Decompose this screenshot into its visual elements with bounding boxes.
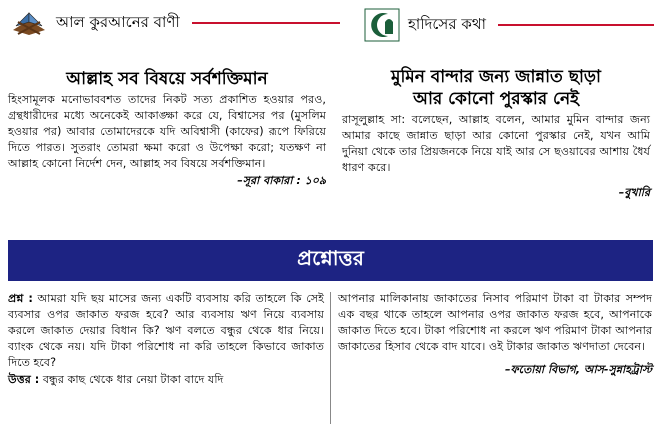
question-label: প্রশ্ন :: [8, 292, 33, 305]
quran-section-rule: [192, 22, 340, 24]
answer-start-text: বন্ধুর কাছ থেকে ধার নেয়া টাকা বাদে যদি: [42, 373, 224, 386]
qa-answer-start: [8, 372, 324, 388]
hadith-section-rule: [498, 24, 654, 26]
answer-label: উত্তর :: [8, 373, 40, 386]
quran-section-title: আল কুরআনের বাণী: [56, 12, 180, 31]
quran-reference: –সূরা বাকারা : ১০৯: [237, 174, 326, 187]
hadith-headline-line1: মুমিন বান্দার জন্য জান্নাত ছাড়া: [391, 67, 601, 87]
hadith-section-title: হাদিসের কথা: [408, 14, 486, 33]
qa-band: [8, 240, 653, 281]
qa-right-column: [338, 291, 652, 380]
answer-continued-text: আপনার মালিকানায় জাকাতের নিসাব পরিমাণ টাকা বা টাকার সম্পদ এক বছর থাকে তাহলে আপনার ওপর জাকাত ফরজ হবে, আপনাকে জাকাত দিতে হবে। টাকা পরিশোধ না করলে ঋণ পরিমাণ টাকা আপনার জাকাতের হিসাব থেকে বাদ যাবে। ওই টাকার জাকাত ঋণদাতা দেবেন।: [338, 292, 652, 353]
mosque-crescent-icon: [364, 8, 400, 42]
hadith-body: রাসূলুল্লাহ সা: বলেছেন, আল্লাহ বলেন, আমার মুমিন বান্দার জন্য আমার কাছে জান্নাত ছাড়া আর কোনো পুরস্কার নেই, যখন আমি দুনিয়া থেকে তার প্রিয়জনকে নিয়ে যাই আর সে ছওয়াবের আশায় ধৈর্য ধারণ করে।: [342, 113, 650, 174]
quran-section-header: [10, 8, 340, 38]
qa-band-title: প্রশ্নোত্তর: [297, 246, 364, 270]
hadith-section-header: [364, 8, 654, 42]
question-text: আমরা যদি ছয় মাসের জন্য একটি ব্যবসায় করি তাহলে কি সেই ব্যবসার ওপর জাকাত ফরজ হবে? আর ব্যবসায় ঋণ নিয়ে ব্যবসায় করলে জাকাত দেয়ার বিধান কি? ঋণ বলতে বন্ধুর থেকে ধার নিয়ে। ব্যাংক থেকে নয়। যদি টাকা পরিশোধ না করি তাহলে কিভাবে জাকাত দিতে হবে?: [8, 292, 325, 369]
quran-body: হিংসামূলক মনোভাববশত তাদের নিকট সত্য প্রকাশিত হওয়ার পরও, গ্রন্থধারীদের মধ্যে অনেকেই আকাঙ্ক্ষা করে যে, বিশ্বাসের পর (মুসলিম হওয়ার পর) আবার তোমাদেরকে যদি অবিশ্বাসী (কাফের) রূপে ফিরিয়ে দিতে পারত। সুতরাং তোমরা ক্ষমা করো ও উপেক্ষা করো; যতক্ষণ না আল্লাহ কোনো নির্দেশ দেন, আল্লাহ সব বিষয়ে সর্বশক্তিমান।: [8, 93, 326, 170]
hadith-reference: –বুখারি: [618, 186, 650, 199]
hadith-headline-line2: আর কোনো পুরস্কার নেই: [413, 89, 579, 109]
qa-column-divider: [330, 292, 331, 424]
quran-stand-icon: [10, 8, 48, 38]
qa-left-column: [8, 291, 324, 388]
quran-headline: আল্লাহ সব বিষয়ে সর্বশক্তিমান: [66, 69, 268, 89]
qa-reference: –ফতোয়া বিভাগ, আস-সুন্নাহট্রাস্ট: [505, 363, 652, 376]
qa-question: [8, 291, 324, 371]
hadith-article: [342, 66, 650, 203]
quran-article: [8, 68, 326, 191]
